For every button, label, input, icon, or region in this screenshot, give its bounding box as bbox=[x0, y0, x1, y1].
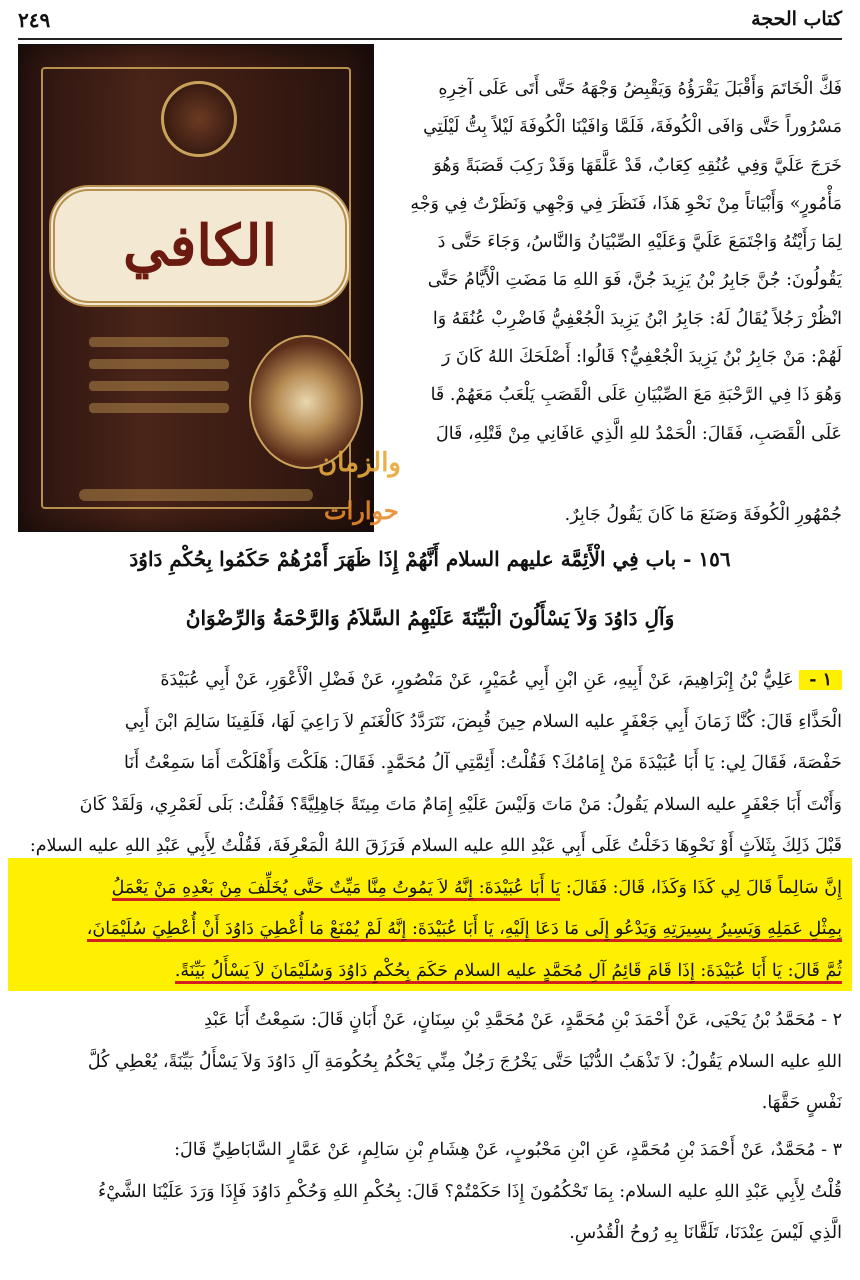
text-line: حَفْصَةَ، فَقَالَ لِي: يَا أَبَا عُبَيْدَةَ مَنْ إِمَامُكَ؟ فَقُلْتُ: أَئِمَّتِي آلُ مُحَمَّدٍ. فَقَالَ: هَلَكْتَ وَأَهْلَكْتَ أَمَا سَمِعْتُ أَنَا bbox=[124, 753, 842, 773]
cover-subtitle-line bbox=[89, 381, 229, 391]
header-divider bbox=[18, 38, 842, 40]
text-line: مَأْمُورٍ» وَأَبْيَاتاً مِنْ نَحْوِ هَذَا، فَنَظَرَ فِي وَجْهِي وَنَظَرْتُ فِي وَجْهِ bbox=[410, 193, 842, 214]
text-line: الَّذِي لَيْسَ عِنْدَنَا، تَلَقَّانَا بِهِ رُوحُ الْقُدُسِ. bbox=[569, 1223, 842, 1243]
text-line bbox=[18, 660, 842, 702]
watermark-text: والزمان bbox=[318, 448, 401, 478]
text-line: وَهُوَ ذَا فِي الرَّحْبَةِ مَعَ الصِّبْيَانِ عَلَى الْقَصَبِ يَلْعَبُ مَعَهُمْ. قَا bbox=[430, 385, 842, 406]
hadith-2 bbox=[18, 1000, 842, 1125]
text-line: قَبْلَ ذَلِكَ بِثَلاَثٍ أَوْ نَحْوِهَا دَخَلْتُ عَلَى أَبِي عَبْدِ اللهِ عليه السلام فَرَزَقَ اللهُ الْمَعْرِفَةَ، فَقُلْتُ لِأَبِي عَبْدِ اللهِ عليه السلام: bbox=[29, 836, 842, 856]
text-line: فَكَّ الْخَاتَمَ وَأَقْبَلَ يَقْرَؤُهُ وَيَقْبِضُ وَجْهَهُ حَتَّى أَتَى عَلَى آخِرِهِ bbox=[438, 79, 842, 99]
cover-subtitle-line bbox=[89, 359, 229, 369]
bridge-text bbox=[18, 496, 842, 534]
text-line: جُمْهُورِ الْكُوفَةَ وَصَنَعَ مَا كَانَ يَقُولُ جَابِرٌ. bbox=[564, 505, 842, 525]
text-line: الْحَذَّاءِ قَالَ: كُنَّا زَمَانَ أَبِي جَعْفَرٍ عليه السلام حِينَ قُبِضَ، نَتَرَدَّدُ كَالْغَنَمِ لاَ رَاعِيَ لَهَا، فَلَقِينَا سَالِمَ ابْنَ أَبِي bbox=[124, 711, 842, 732]
text-segment: عَلِيُّ بْنُ إِبْرَاهِيمَ، عَنْ أَبِيهِ، عَنِ ابْنِ أَبِي عُمَيْرٍ، عَنْ مَنْصُورٍ، عَنْ فَضْلِ الْأَعْوَرِ، عَنْ أَبِي عُبَيْدَةَ bbox=[160, 670, 794, 690]
top-text-block bbox=[378, 70, 842, 453]
cover-top-ornament bbox=[161, 81, 237, 157]
text-line: خَرَجَ عَلَيَّ وَفِي عُنُقِهِ كِعَابٌ، قَدْ عَلَّقَهَا وَقَدْ رَكِبَ قَصَبَةً وَهُوَ bbox=[433, 155, 842, 176]
text-line: اللهِ عليه السلام يَقُولُ: لاَ تَذْهَبُ الدُّنْيَا حَتَّى يَخْرُجَ رَجُلٌ مِنِّي يَحْكُمُ بِحُكُومَةِ آلِ دَاوُدَ وَلاَ يَسْأَلُ بَيِّنَةً، يُعْطِي كُلَّ bbox=[87, 1051, 842, 1072]
text-line: مَسْرُوراً حَتَّى وَافَى الْكُوفَةَ، فَلَمَّا وَافَيْنَا الْكُوفَةَ لَيْلاً بِتُّ لَيْلَتِي bbox=[423, 117, 842, 138]
text-line bbox=[18, 951, 842, 993]
text-line: نَفْسٍ حَقَّهَا. bbox=[761, 1093, 842, 1113]
cover-subtitle-lines bbox=[89, 325, 229, 425]
text-line: لَهُمْ: مَنْ جَابِرُ بْنُ يَزِيدَ الْجُعْفِيُّ؟ قَالُوا: أَصْلَحَكَ اللهُ كَانَ رَ bbox=[441, 347, 842, 368]
cover-title: الكافي bbox=[122, 213, 278, 279]
cover-subtitle-line bbox=[89, 403, 229, 413]
text-line: يَقُولُونَ: جُنَّ جَابِرُ بْنُ يَزِيدَ جُنَّ، فَوَ اللهِ مَا مَضَتِ الْأَيَّامُ حَتَّى bbox=[427, 270, 842, 291]
chapter-heading: وَآلِ دَاوُدَ وَلاَ يَسْأَلُونَ الْبَيِّنَةَ عَلَيْهِمُ السَّلاَمُ وَالرَّحْمَةُ وَالرِّضْوَانُ bbox=[185, 606, 675, 630]
watermark-text: حوارات bbox=[324, 496, 399, 525]
text-segment: إِنَّ سَالِماً قَالَ لِي كَذَا وَكَذَا، قَالَ: فَقَالَ: bbox=[560, 877, 842, 898]
text-line: وَأَنْتَ أَبَا جَعْفَرٍ عليه السلام يَقُولُ: مَنْ مَاتَ وَلَيْسَ عَلَيْهِ إِمَامٌ مَاتَ مِيتَةً جَاهِلِيَّةً؟ فَقُلْتُ: بَلَى لَعَمْرِي، وَلَقَدْ كَانَ bbox=[79, 794, 842, 815]
chapter-heading: ١٥٦ - باب فِي الْأَئِمَّة عليهم السلام أَنَّهُمْ إِذَا ظَهَرَ أَمْرُهُمْ حَكَمُوا بِحُكْمِ دَاوُدَ bbox=[129, 547, 731, 571]
cover-title-plate bbox=[49, 185, 351, 307]
text-line: قُلْتُ لِأَبِي عَبْدِ اللهِ عليه السلام: بِمَا تَحْكُمُونَ إِذَا حَكَمْتُمْ؟ قَالَ: بِحُكْمِ اللهِ وَحُكْمِ دَاوُدَ فَإِذَا وَرَدَ عَلَيْنَا الشَّيْءُ bbox=[98, 1181, 842, 1202]
hadith-number-marker: ١ - bbox=[799, 670, 842, 690]
text-line: انْظُرْ رَجُلاً يُقَالُ لَهُ: جَابِرُ ابْنُ يَزِيدَ الْجُعْفِيُّ فَاضْرِبْ عُنُقَهُ وَا bbox=[432, 308, 842, 329]
running-title: كتاب الحجة bbox=[751, 8, 842, 30]
hadith-1 bbox=[18, 660, 842, 992]
page-number: ٢٤٩ bbox=[18, 8, 51, 32]
text-line: ٣ - مُحَمَّدٌ، عَنْ أَحْمَدَ بْنِ مُحَمَّدٍ، عَنِ ابْنِ مَحْبُوبٍ، عَنْ هِشَامِ بْنِ سَالِمٍ، عَنْ عَمَّارٍ السَّابَاطِيِّ قَالَ: bbox=[174, 1140, 842, 1160]
page-header bbox=[18, 8, 842, 38]
highlighted-underlined-text: ثُمَّ قَالَ: يَا أَبَا عُبَيْدَةَ: إِذَا قَامَ قَائِمُ آلِ مُحَمَّدٍ عليه السلام حَكَمَ بِحُكْمِ دَاوُدَ وَسُلَيْمَانَ لاَ يَسْأَلُ بَيِّنَةً. bbox=[175, 961, 842, 984]
text-line: عَلَى الْقَصَبِ، فَقَالَ: الْحَمْدُ للهِ الَّذِي عَافَانِي مِنْ قَتْلِهِ، قَالَ bbox=[436, 423, 842, 444]
highlighted-underlined-text: يَا أَبَا عُبَيْدَةَ: إِنَّهُ لاَ يَمُوتُ مِنَّا مَيِّتٌ حَتَّى يُخَلِّفَ مِنْ بَعْدِهِ مَنْ يَعْمَلُ bbox=[112, 878, 561, 901]
text-line: ٢ - مُحَمَّدُ بْنُ يَحْيَى، عَنْ أَحْمَدَ بْنِ مُحَمَّدٍ، عَنْ مُحَمَّدِ بْنِ سِنَانٍ، عَنْ أَبَانٍ قَالَ: سَمِعْتُ أَبَا عَبْدِ bbox=[204, 1010, 842, 1030]
text-line bbox=[18, 909, 842, 951]
cover-subtitle-line bbox=[89, 337, 229, 347]
highlighted-underlined-text: بِمِثْلِ عَمَلِهِ وَيَسِيرُ بِسِيرَتِهِ وَيَدْعُو إِلَى مَا دَعَا إِلَيْهِ، يَا أَبَا عُبَيْدَةَ: إِنَّهُ لَمْ يُمْنَعْ مَا أُعْطِيَ دَاوُدَ أَنْ أُعْطِيَ سُلَيْمَانَ، bbox=[87, 919, 842, 942]
hadith-3 bbox=[18, 1130, 842, 1255]
text-line: لِمَا رَأَيْتُهُ وَاجْتَمَعَ عَلَيَّ وَعَلَيْهِ الصِّبْيَانُ وَالنَّاسُ، وَجَاءَ حَتَّى دَ bbox=[437, 232, 842, 253]
text-line bbox=[18, 868, 842, 910]
